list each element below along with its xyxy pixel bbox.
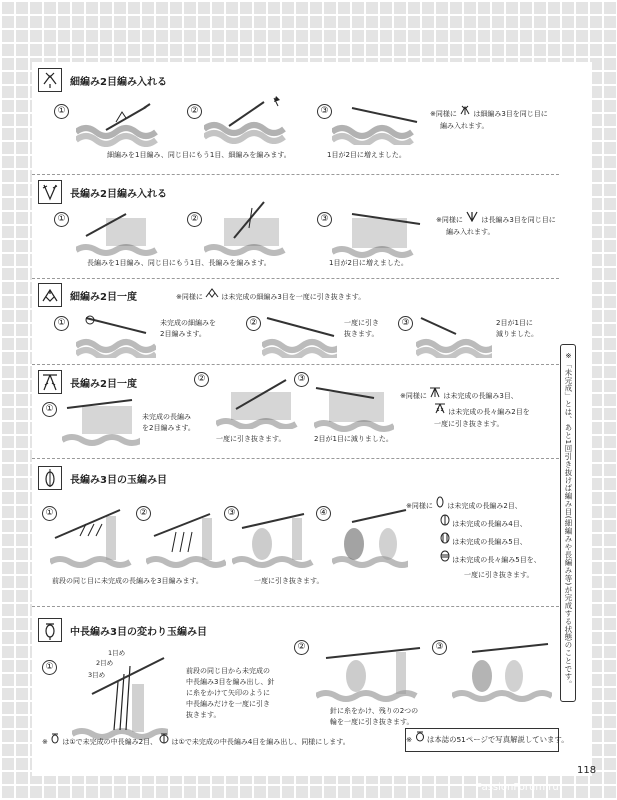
hdc-puff-symbol-icon	[415, 729, 425, 751]
note-text: 編み入れます。	[446, 228, 495, 236]
step-number: ①	[54, 104, 69, 119]
step-number: ②	[194, 372, 209, 387]
section-title: 長編み2目一度	[70, 379, 137, 390]
step-number: ①	[42, 402, 57, 417]
note-text: ※同様に	[430, 110, 457, 118]
step-caption: 一度に引き	[344, 319, 379, 327]
bobble-step4-illustration	[332, 508, 408, 570]
loop-label: 3目め	[88, 671, 106, 679]
step-caption: 2目編みます。	[160, 330, 206, 338]
footnote	[42, 732, 350, 748]
step-caption: 一度に引き抜きます。	[216, 435, 286, 443]
sc-2-inc-symbol-icon	[38, 68, 62, 92]
variation-note	[436, 210, 556, 238]
dc-2-inc-step1-illustration	[76, 206, 176, 258]
dc-2-inc-step2-illustration	[204, 198, 294, 258]
dc-2-tog-step3-illustration	[314, 378, 394, 433]
step-caption: 抜きます。	[344, 330, 379, 338]
note-text: ※同様に	[406, 502, 433, 510]
section-dc-2-tog	[32, 364, 559, 459]
side-note: ※「未完成」とは、あと1回引き抜けば編み目(細編みや長編み等)が完成する状態のことです。	[560, 344, 576, 702]
hdc-3-puff-symbol-icon	[38, 618, 62, 642]
step-number: ②	[294, 640, 309, 655]
step-number: ①	[42, 660, 57, 675]
sc-3-tog-symbol-icon	[205, 287, 219, 303]
note-text: ※同様に	[400, 392, 427, 400]
sc-2-inc-step1-illustration	[76, 102, 176, 147]
section-dc-2-inc	[32, 174, 559, 279]
step-caption: 2目が1目に	[496, 319, 533, 327]
note-text: は未完成の長編み2目、	[447, 502, 522, 510]
step-number: ①	[54, 212, 69, 227]
hdc-4-puff-symbol-icon	[159, 732, 169, 748]
sc-2-tog-symbol-icon	[38, 283, 62, 307]
watermark: PassionForum.ru	[476, 782, 559, 793]
step-number: ③	[398, 316, 413, 331]
step-number: ④	[316, 506, 331, 521]
step-number: ③	[224, 506, 239, 521]
instruction-page	[32, 62, 592, 776]
page-number: 118	[577, 765, 597, 776]
step-caption: 中長編み3目を編み出し、針	[186, 678, 275, 686]
variation-note	[400, 386, 530, 430]
tr-5-bobble-symbol-icon	[440, 550, 450, 568]
step-caption: 1目が2目に増えました。	[327, 151, 406, 159]
dc-3-tog-symbol-icon	[429, 386, 441, 402]
note-text: ※	[406, 735, 413, 744]
section-title: 細編み2目編み入れる	[70, 77, 167, 88]
step-caption: 前段の同じ目に未完成の長編みを3目編みます。	[52, 577, 203, 585]
tr-2-tog-symbol-icon	[434, 402, 446, 418]
step-number: ②	[187, 104, 202, 119]
hdc-2-puff-symbol-icon	[50, 732, 60, 748]
step-number: ③	[317, 212, 332, 227]
section-dc-3-bobble	[32, 458, 559, 607]
note-text: 編み入れます。	[440, 122, 489, 130]
loop-label: 2目め	[96, 659, 114, 667]
step-caption: 輪を一度に引き抜きます。	[330, 718, 414, 726]
step-number: ③	[432, 640, 447, 655]
step-caption: 針に糸をかけ、残りの2つの	[330, 707, 419, 715]
step-caption: 前段の同じ目から未完成の	[186, 667, 270, 675]
bobble-step2-illustration	[146, 508, 226, 570]
note-text: は未完成の長々編み5目を、	[452, 556, 541, 564]
sc-2-tog-step2-illustration	[262, 310, 337, 358]
bobble-step1-illustration	[50, 506, 136, 570]
step-caption: 長編みを1目編み、同じ目にもう1目、長編みを編みます。	[87, 259, 271, 267]
sc-2-tog-step3-illustration	[416, 310, 492, 358]
dc-2-inc-step3-illustration	[332, 204, 422, 259]
note-text: 一度に引き抜きます。	[434, 420, 504, 428]
sc-2-inc-step3-illustration	[332, 100, 422, 145]
step-caption: 1目が2目に増えました。	[329, 259, 408, 267]
section-title: 中長編み3目の変わり玉編み目	[70, 627, 207, 638]
note-text: は未完成の長々編み2目を	[448, 408, 530, 416]
step-number: ①	[42, 506, 57, 521]
variation-note	[406, 496, 541, 583]
section-title: 長編み2目編み入れる	[70, 189, 167, 200]
note-text: は細編み3目を同じ目に	[473, 110, 548, 118]
sc-3-inc-symbol-icon	[459, 104, 471, 120]
variation-note	[430, 104, 548, 132]
dc-3-inc-symbol-icon	[465, 210, 479, 226]
step-caption: 中長編みだけを一度に引き	[186, 700, 270, 708]
dc-4-bobble-symbol-icon	[440, 514, 450, 532]
dc-2-tog-symbol-icon	[38, 370, 62, 394]
note-text: 一度に引き抜きます。	[464, 571, 534, 579]
photo-reference-box	[405, 728, 569, 752]
puff-step2-illustration	[316, 642, 426, 704]
step-caption: 未完成の細編みを	[160, 319, 216, 327]
note-text: は未完成の長編み4目、	[452, 520, 527, 528]
step-caption: 2目が1目に減りました。	[314, 435, 393, 443]
step-caption: 減りました。	[496, 330, 538, 338]
section-sc-2-tog	[32, 278, 559, 365]
step-caption: 抜きます。	[186, 711, 221, 719]
note-text: は未完成の長編み3目、	[443, 392, 518, 400]
step-number: ②	[187, 212, 202, 227]
bobble-step3-illustration	[232, 508, 314, 570]
dc-2-bobble-symbol-icon	[435, 496, 445, 514]
note-text: は①で未完成の中長編み4目を編み出し、同様にします。	[171, 738, 350, 746]
sc-2-tog-step1-illustration	[76, 308, 156, 358]
note-text: は未完成の細編み3目を一度に引き抜きます。	[221, 293, 366, 301]
step-caption: 未完成の長編み	[142, 413, 191, 421]
sc-2-inc-step2-illustration	[204, 94, 294, 144]
section-title: 細編み2目一度	[70, 292, 137, 303]
dc-2-tog-step1-illustration	[62, 392, 140, 447]
step-number: ①	[54, 316, 69, 331]
note-text: は本誌の51ページで写真解説しています。	[426, 735, 569, 744]
header-note	[176, 287, 365, 303]
section-title: 長編み3目の玉編み目	[70, 475, 167, 486]
step-caption: 細編みを1目編み、同じ目にもう1目、細編みを編みます。	[107, 151, 291, 159]
step-caption: 一度に引き抜きます。	[254, 577, 324, 585]
note-text: ※	[42, 738, 48, 746]
note-text: ※同様に	[176, 293, 203, 301]
dc-2-inc-symbol-icon	[38, 180, 62, 204]
step-number: ③	[294, 372, 309, 387]
step-caption: に糸をかけて矢印のように	[186, 689, 270, 697]
section-sc-2-inc	[32, 62, 559, 175]
step-caption: を2目編みます。	[142, 424, 195, 432]
note-text: は①で未完成の中長編み2目、	[62, 738, 158, 746]
dc-5-bobble-symbol-icon	[440, 532, 450, 550]
note-text: は長編み3目を同じ目に	[481, 216, 556, 224]
dc-2-tog-step2-illustration	[216, 374, 301, 429]
dc-3-bobble-symbol-icon	[38, 466, 62, 490]
puff-step1-illustration	[72, 654, 168, 744]
step-number: ③	[317, 104, 332, 119]
loop-label: 1目め	[108, 649, 126, 657]
step-number: ②	[136, 506, 151, 521]
puff-step3-illustration	[452, 642, 552, 704]
note-text: は未完成の長編み5目、	[452, 538, 527, 546]
step-number: ②	[246, 316, 261, 331]
note-text: ※同様に	[436, 216, 463, 224]
